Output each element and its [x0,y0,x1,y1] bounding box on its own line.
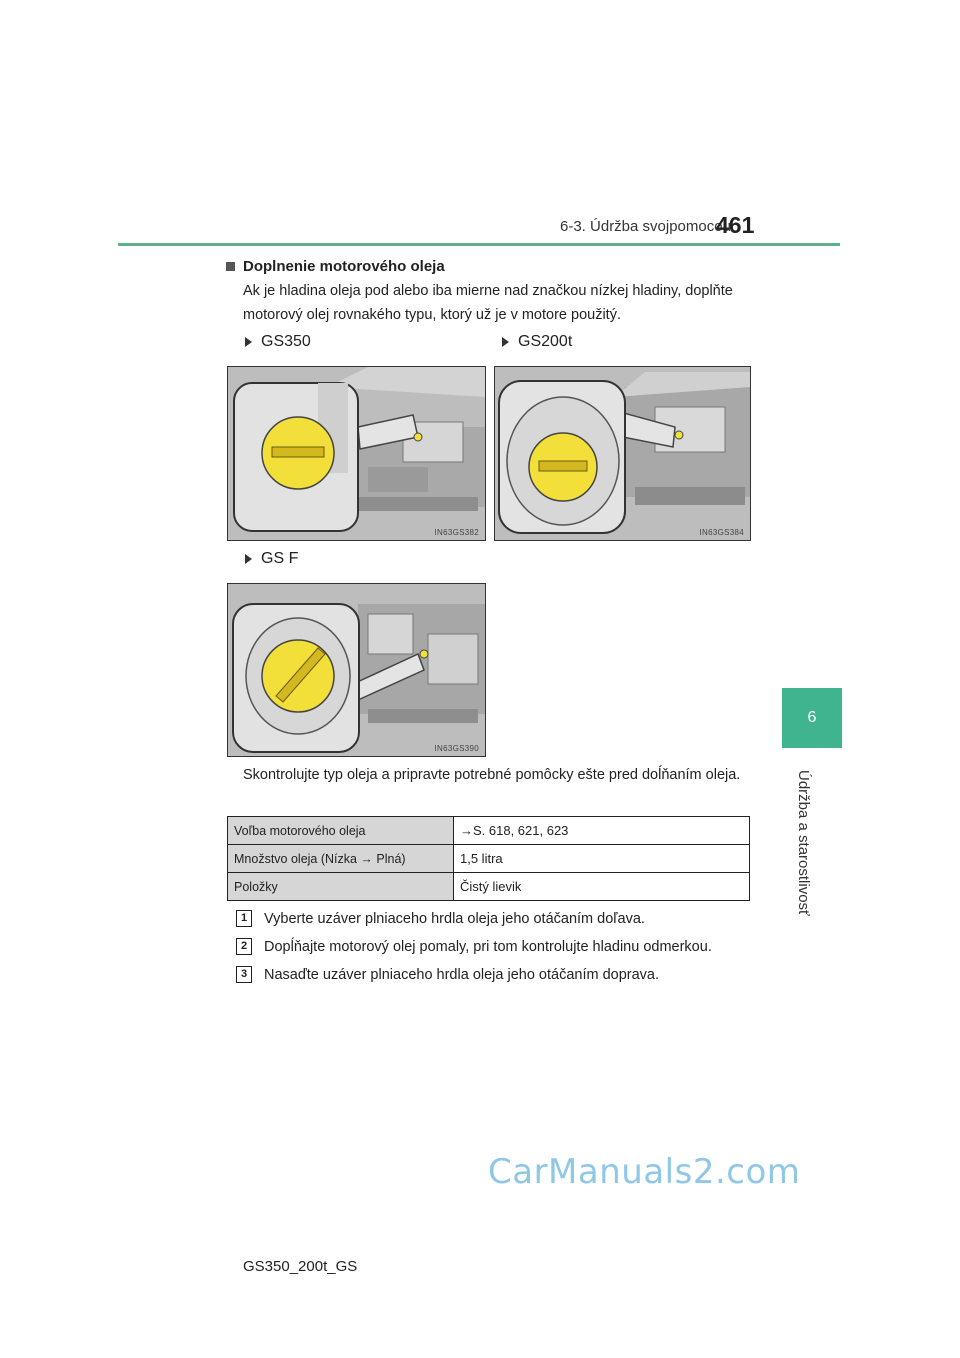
step-number: 3 [236,966,252,983]
table-key: Množstvo oleja (Nízka → Plná) [228,845,454,873]
engine-illustration [495,367,750,540]
table-key: Položky [228,873,454,901]
engine-illustration [228,367,485,540]
step-text: Dopĺňajte motorový olej pomaly, pri tom kontrolujte hladinu odmerkou. [264,938,712,955]
check-paragraph: Skontrolujte typ oleja a pripravte potrebné pomôcky ešte pred doĺňaním oleja. [243,767,741,783]
chapter-title: Údržba a starostlivosť [795,770,812,916]
step-text: Nasaďte uzáver plniaceho hrdla oleja jeho otáčaním doprava. [264,966,660,983]
triangle-bullet-icon [502,337,509,347]
square-bullet-icon [226,262,235,271]
variant-label-text: GS F [261,550,299,567]
engine-photo-gs350 [227,366,486,541]
variant-label-text: GS200t [518,333,573,350]
chapter-tab [782,688,842,748]
step-text: Vyberte uzáver plniaceho hrdla oleja jeho otáčaním doľava. [264,910,645,927]
model-code: GS350_200t_GS [243,1258,358,1275]
table-value: →S. 618, 621, 623 [454,817,750,845]
engine-photo-gsf [227,583,486,757]
variant-label-gs200t [502,333,572,351]
section-heading-text: Doplnenie motorového oleja [243,258,445,275]
image-code: IN63GS384 [699,528,744,537]
step-2 [236,938,712,955]
intro-paragraph: Ak je hladina oleja pod alebo iba mierne nad značkou nízkej hladiny, doplňte motorový olej rovnakého typu, ktorý už je v motore použitý. [243,283,733,323]
table-row [228,873,750,901]
triangle-bullet-icon [245,554,252,564]
table-value: 1,5 litra [454,845,750,873]
table-row [228,817,750,845]
section-heading [226,258,445,275]
table-row [228,845,750,873]
step-1 [236,910,645,927]
header-divider [118,243,840,246]
image-code: IN63GS382 [434,528,479,537]
step-number: 2 [236,938,252,955]
triangle-bullet-icon [245,337,252,347]
engine-photo-gs200t [494,366,751,541]
table-key: Voľba motorového oleja [228,817,454,845]
variant-label-text: GS350 [261,333,311,350]
table-value: Čistý lievik [454,873,750,901]
engine-illustration [228,584,485,756]
page-number: 461 [716,212,755,238]
watermark-logo[interactable]: CarManuals2.com [488,1152,801,1192]
variant-label-gs350 [245,333,311,351]
image-code: IN63GS390 [434,744,479,753]
chapter-number: 6 [807,709,817,726]
step-number: 1 [236,910,252,927]
variant-label-gsf [245,550,298,568]
section-title: 6-3. Údržba svojpomocou [560,218,731,235]
step-3 [236,966,659,983]
oil-spec-table [227,816,750,901]
